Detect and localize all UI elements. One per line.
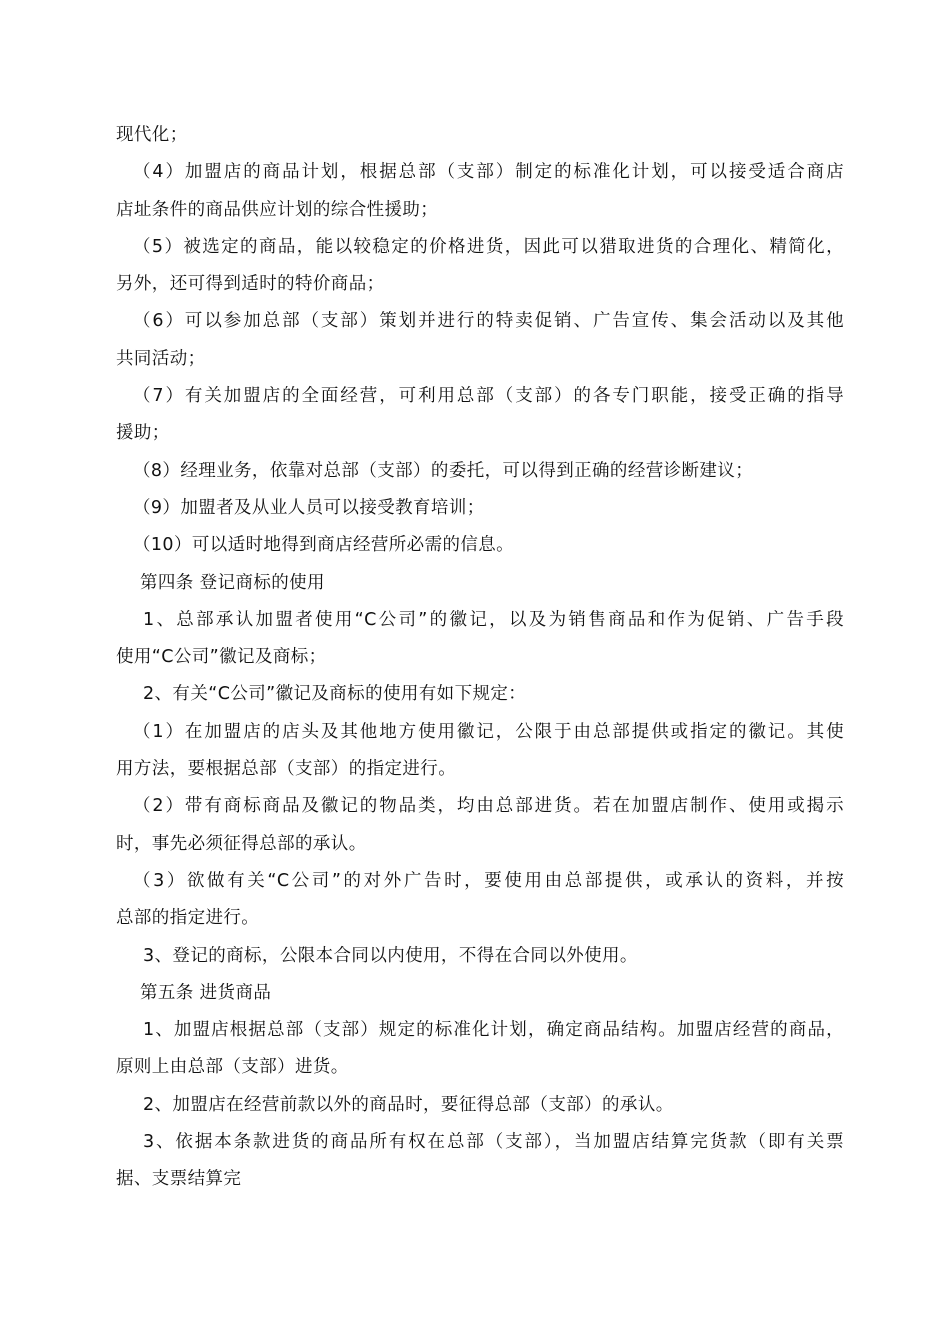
- text-line: 1、加盟店根据总部（支部）规定的标准化计划，确定商品结构。加盟店经营的商品，: [143, 1020, 844, 1041]
- text-line: （3）欲做有关“C公司”的对外广告时，要使用由总部提供，或承认的资料，并按: [133, 870, 844, 891]
- text-line: 援助；: [116, 423, 170, 444]
- text-line: （2）带有商标商品及徽记的物品类，均由总部进货。若在加盟店制作、使用或揭示: [133, 796, 844, 817]
- text-line: 2、加盟店在经营前款以外的商品时，要征得总部（支部）的承认。: [143, 1094, 674, 1115]
- document-body: [116, 117, 844, 1199]
- text-line: （4）加盟店的商品计划，根据总部（支部）制定的标准化计划，可以接受适合商店: [133, 162, 844, 183]
- text-line: 总部的指定进行。: [116, 908, 260, 929]
- text-line: （6）可以参加总部（支部）策划并进行的特卖促销、广告宣传、集会活动以及其他: [133, 311, 844, 332]
- section-heading: 第四条 登记商标的使用: [140, 572, 325, 593]
- text-line: 共同活动；: [116, 348, 206, 369]
- text-line: （10）可以适时地得到商店经营所必需的信息。: [133, 535, 515, 556]
- text-line: 据、支票结算完: [116, 1169, 242, 1190]
- text-line: 3、登记的商标，公限本合同以内使用，不得在合同以外使用。: [143, 945, 638, 966]
- text-line: 原则上由总部（支部）进货。: [116, 1057, 349, 1078]
- text-line: （9）加盟者及从业人员可以接受教育培训；: [133, 497, 485, 518]
- section-heading: 第五条 进货商品: [140, 982, 272, 1003]
- text-line: （7）有关加盟店的全面经营，可利用总部（支部）的各专门职能，接受正确的指导: [133, 386, 844, 407]
- text-line: 3、依据本条款进货的商品所有权在总部（支部），当加盟店结算完货款（即有关票: [143, 1132, 844, 1153]
- text-line: （5）被选定的商品，能以较稳定的价格进货，因此可以猎取进货的合理化、精简化，: [133, 236, 844, 257]
- text-line: 用方法，要根据总部（支部）的指定进行。: [116, 759, 457, 780]
- text-line: 店址条件的商品供应计划的综合性援助；: [116, 199, 439, 220]
- text-line: 现代化；: [116, 125, 188, 145]
- text-line: （8）经理业务，依靠对总部（支部）的委托，可以得到正确的经营诊断建议；: [133, 460, 754, 481]
- text-line: 1、总部承认加盟者使用“C公司”的徽记，以及为销售商品和作为促销、广告手段: [143, 609, 844, 630]
- text-line: 使用“C公司”徽记及商标；: [116, 647, 327, 668]
- text-line: 时，事先必须征得总部的承认。: [116, 833, 367, 854]
- text-line: 另外，还可得到适时的特价商品；: [116, 274, 385, 295]
- text-line: （1）在加盟店的店头及其他地方使用徽记，公限于由总部提供或指定的徽记。其使: [133, 721, 844, 742]
- text-line: 2、有关“C公司”徽记及商标的使用有如下规定：: [143, 684, 527, 705]
